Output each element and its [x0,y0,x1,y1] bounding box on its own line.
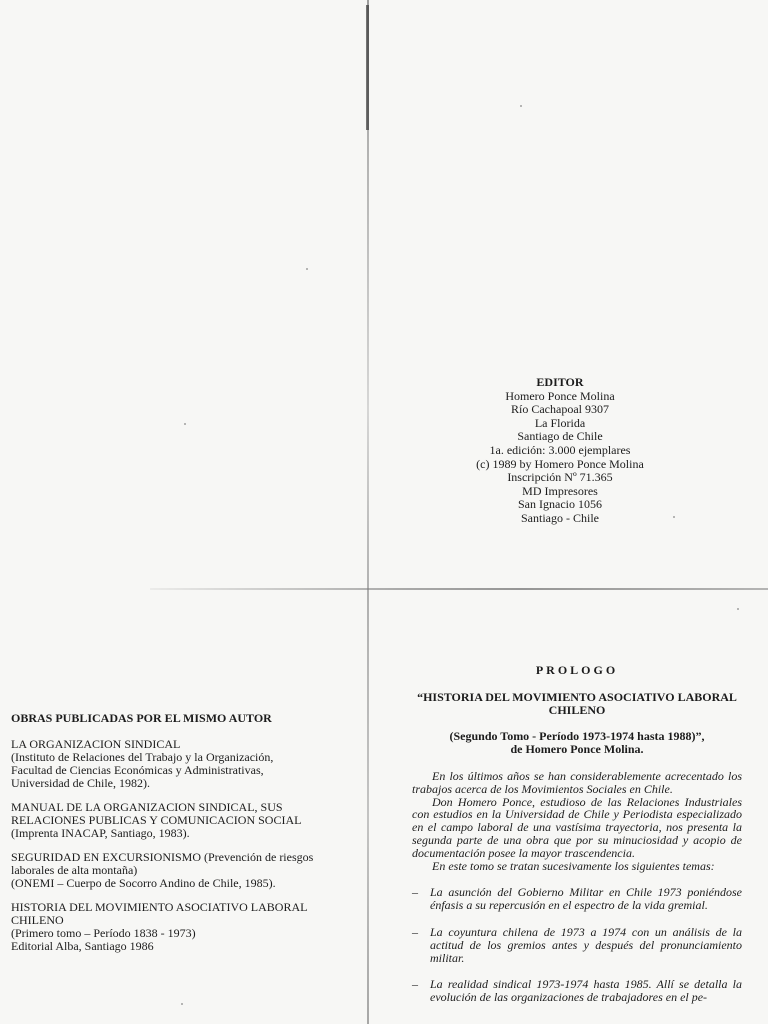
editor-line: Río Cachapoal 9307 [511,402,609,417]
bibliography-entry [11,851,351,890]
speck [520,105,522,107]
prologue-volume-info [412,730,742,756]
prologue-paragraph: En este tomo se tratan sucesivamente los siguientes temas: [432,858,715,873]
speck [306,268,308,270]
entry-line: RELACIONES PUBLICAS Y COMUNICACION SOCIAL [11,813,302,827]
dash-bullet: – [412,885,418,900]
editor-line: 1a. edición: 3.000 ejemplares [489,442,631,457]
editor-line: MD Impresores [522,483,598,498]
editor-line: Homero Ponce Molina [505,388,615,403]
bibliography-entry [11,738,351,790]
topic-text: La realidad sindical 1973-1974 hasta 1985. Allí se detalla la evolución de las organizaciones de trabajadores en el pe- [430,977,742,1005]
editor-line: (c) 1989 by Homero Ponce Molina [476,456,644,471]
bibliography-entry [11,901,351,953]
entry-line: LA ORGANIZACION SINDICAL [11,737,181,751]
dash-bullet: – [412,977,418,992]
entry-line: (Instituto de Relaciones del Trabajo y la Organización, [11,750,274,764]
entry-line: Editorial Alba, Santiago 1986 [11,939,154,953]
bibliography-entry [11,801,351,840]
topics-list [412,886,742,1004]
entry-line: (ONEMI – Cuerpo de Socorro Andino de Chile, 1985). [11,876,276,890]
entry-line: SEGURIDAD EN EXCURSIONISMO (Prevención de riesgos [11,850,314,864]
horizontal-fold-line [150,588,768,590]
vertical-fold-line [367,0,369,1024]
speck [184,423,186,425]
entry-line: CHILENO [11,913,64,927]
dash-bullet: – [412,924,418,939]
speck [181,1003,183,1005]
prologue-subtitle: “HISTORIA DEL MOVIMIENTO ASOCIATIVO LABORAL CHILENO [417,689,737,717]
prologue-section [412,664,742,1018]
prologue-title: PROLOGO [535,663,619,677]
author-line: de Homero Ponce Molina. [510,742,644,757]
editor-line: Inscripción Nº 71.365 [507,470,613,485]
entry-line: Facultad de Ciencias Económicas y Administrativas, [11,763,264,777]
bibliography-list [11,712,351,964]
prologue-paragraph: En los últimos años se han considerablemente acrecentado los trabajos acerca de los Movimientos Sociales en Chile. [412,768,742,796]
editor-colophon [455,376,665,526]
editor-line: San Ignacio 1056 [518,497,602,512]
speck [673,516,675,518]
editor-heading: EDITOR [536,375,584,389]
topic-text: La asunción del Gobierno Militar en Chile 1973 poniéndose énfasis a su repercusión en el espectro de la vida gremial. [430,885,742,913]
entry-line: MANUAL DE LA ORGANIZACION SINDICAL, SUS [11,800,283,814]
entry-line: HISTORIA DEL MOVIMIENTO ASOCIATIVO LABORAL [11,900,308,914]
editor-line: La Florida [534,415,586,430]
prologue-body [412,770,742,872]
volume-line: (Segundo Tomo - Período 1973-1974 hasta 1988)”, [449,729,705,744]
bibliography-title: OBRAS PUBLICADAS POR EL MISMO AUTOR [11,711,272,725]
entry-line: laborales de alta montaña) [11,863,138,877]
speck [737,608,739,610]
entry-line: (Imprenta INACAP, Santiago, 1983). [11,826,190,840]
editor-line: Santiago - Chile [521,510,599,525]
topic-item [412,978,742,1004]
entry-line: Universidad de Chile, 1982). [11,776,150,790]
topic-text: La coyuntura chilena de 1973 a 1974 con un análisis de la actitud de los gremios antes y después del pronunciamiento militar. [430,924,742,965]
editor-line: Santiago de Chile [517,429,603,444]
topic-item [412,886,742,912]
entry-line: (Primero tomo – Período 1838 - 1973) [11,926,196,940]
prologue-paragraph: Don Homero Ponce, estudioso de las Relaciones Industriales con estudios en la Universidad de Chile y Periodista especializado en el campo laboral de una vastísima trayectoria, nos presenta la segunda parte de una obra que por su minuciosidad y acopio de documentación posee la mayor trascendencia. [412,794,742,860]
topic-item [412,926,742,964]
vertical-fold-shadow [366,5,369,130]
